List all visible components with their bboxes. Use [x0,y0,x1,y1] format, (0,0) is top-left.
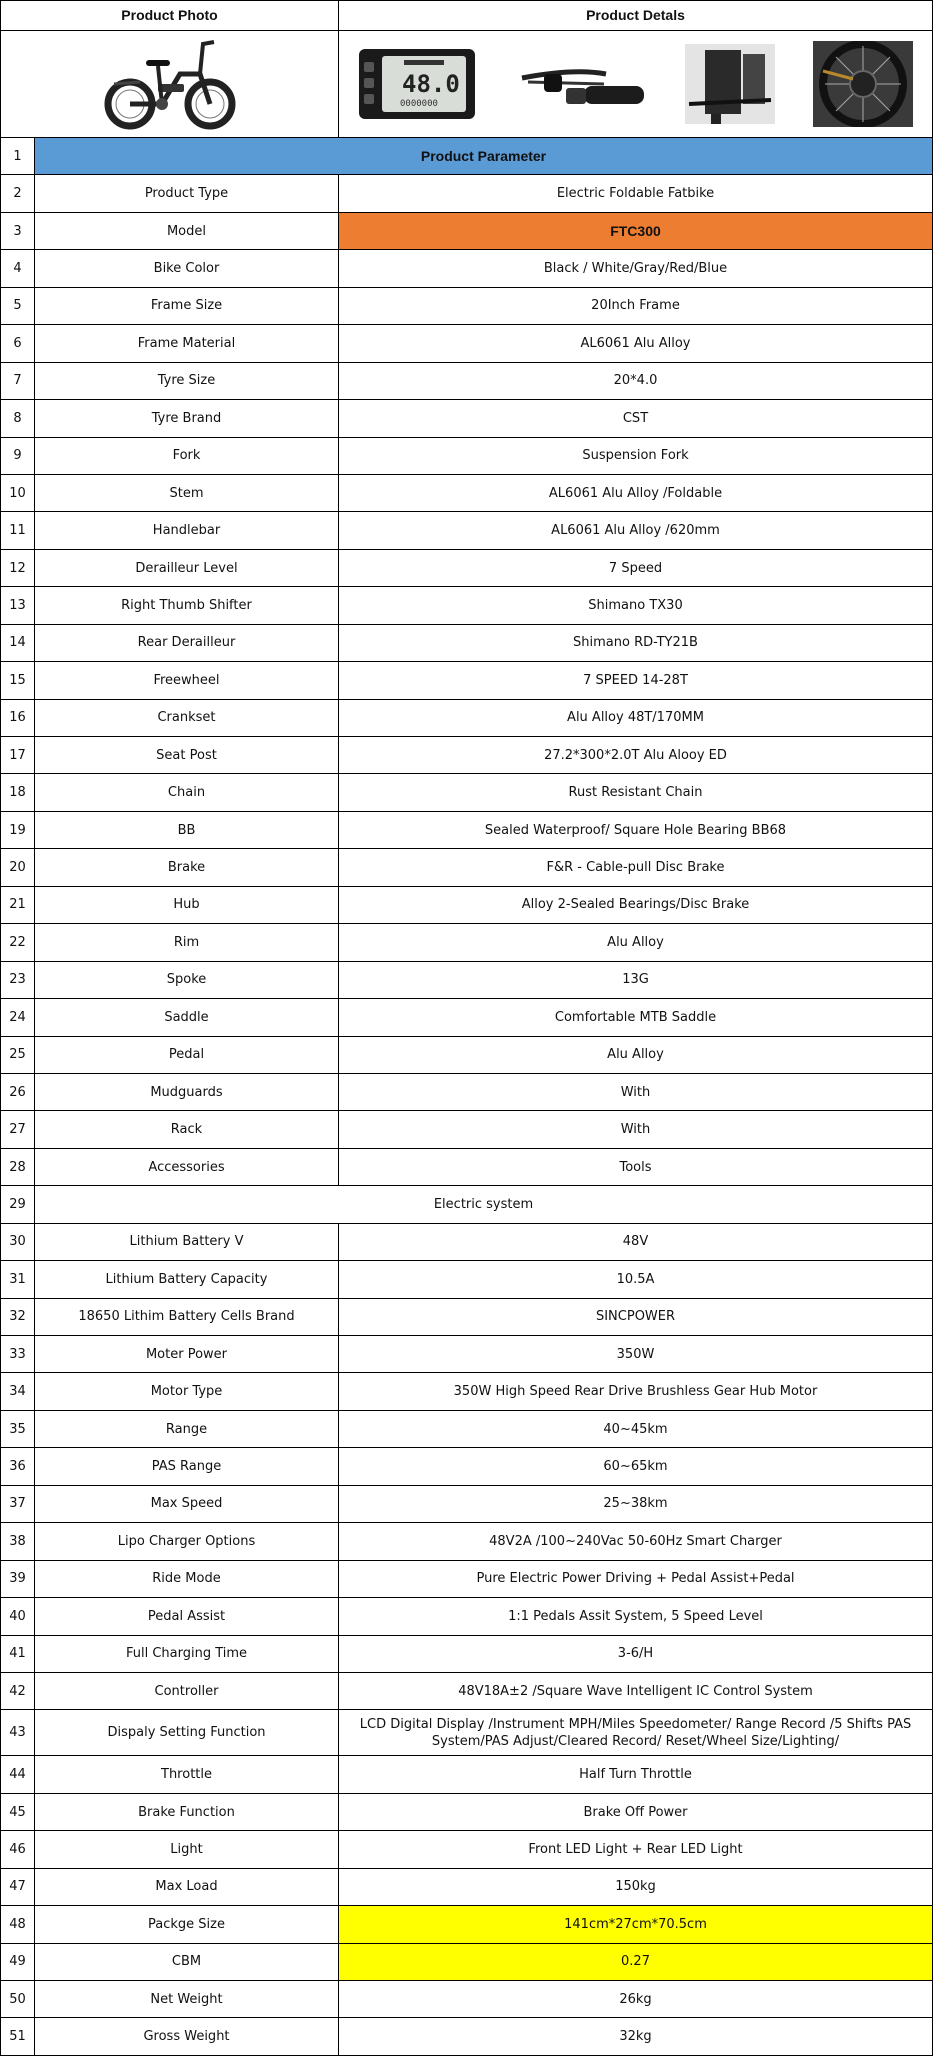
row-number: 40 [1,1598,35,1635]
parameter-name: Frame Material [35,325,339,362]
parameter-name: Freewheel [35,662,339,699]
section-row-electric [1,1186,933,1223]
parameter-value: Shimano TX30 [339,587,933,624]
parameter-name: Rack [35,1111,339,1148]
parameter-name: Motor Type [35,1373,339,1410]
row-number: 32 [1,1298,35,1335]
row-number: 47 [1,1868,35,1905]
parameter-value: 27.2*300*2.0T Alu Alooy ED [339,737,933,774]
row-number: 36 [1,1448,35,1485]
row-number: 2 [1,175,35,212]
parameter-value: Black / White/Gray/Red/Blue [339,250,933,287]
parameter-value: 32kg [339,2018,933,2055]
row-number: 37 [1,1485,35,1522]
spec-row [1,1485,933,1522]
spec-row [1,362,933,399]
parameter-value: AL6061 Alu Alloy /Foldable [339,474,933,511]
parameter-value: Half Turn Throttle [339,1756,933,1793]
parameter-value: 13G [339,961,933,998]
parameter-value: Sealed Waterproof/ Square Hole Bearing BB68 [339,811,933,848]
row-number: 16 [1,699,35,736]
parameter-value: 141cm*27cm*70.5cm [339,1906,933,1943]
hub-motor-image [813,41,913,127]
parameter-name: Throttle [35,1756,339,1793]
parameter-name: Frame Size [35,287,339,324]
parameter-name: Fork [35,437,339,474]
row-number: 28 [1,1148,35,1185]
row-number: 35 [1,1410,35,1447]
detail-photos-cell [339,31,933,138]
spec-row [1,1906,933,1943]
spec-row [1,1831,933,1868]
spec-row [1,886,933,923]
row-number: 33 [1,1336,35,1373]
spec-row [1,549,933,586]
row-number: 4 [1,250,35,287]
parameter-name: Product Type [35,175,339,212]
parameter-value: 25~38km [339,1485,933,1522]
bike-photo-cell [1,31,339,138]
parameter-name: CBM [35,1943,339,1980]
parameter-value: Alu Alloy [339,1036,933,1073]
parameter-value: CST [339,400,933,437]
parameter-value: Rust Resistant Chain [339,774,933,811]
parameter-value: Front LED Light + Rear LED Light [339,1831,933,1868]
spec-row [1,662,933,699]
row-number: 8 [1,400,35,437]
parameter-value: 48V [339,1223,933,1260]
parameter-value: F&R - Cable-pull Disc Brake [339,849,933,886]
parameter-name: Crankset [35,699,339,736]
spec-row [1,2018,933,2055]
row-number: 26 [1,1073,35,1110]
parameter-name: Seat Post [35,737,339,774]
row-number: 1 [1,138,35,175]
parameter-value: With [339,1073,933,1110]
parameter-name: PAS Range [35,1448,339,1485]
electric-system-heading: Electric system [35,1186,933,1223]
parameter-value: 48V18A±2 /Square Wave Intelligent IC Control System [339,1672,933,1709]
parameter-value: Suspension Fork [339,437,933,474]
photo-row [1,31,933,138]
row-number: 11 [1,512,35,549]
parameter-value: 150kg [339,1868,933,1905]
spec-row [1,1560,933,1597]
header-row [1,1,933,31]
spec-row [1,1793,933,1830]
parameter-value: 60~65km [339,1448,933,1485]
parameter-name: Packge Size [35,1906,339,1943]
spec-row [1,811,933,848]
row-number: 20 [1,849,35,886]
spec-row [1,1943,933,1980]
parameter-value: Tools [339,1148,933,1185]
row-number: 27 [1,1111,35,1148]
parameter-name: Controller [35,1672,339,1709]
spec-row [1,1868,933,1905]
parameter-name: Dispaly Setting Function [35,1710,339,1756]
parameter-value: AL6061 Alu Alloy /620mm [339,512,933,549]
spec-row [1,1523,933,1560]
spec-row [1,624,933,661]
spec-row [1,1111,933,1148]
product-photo-heading: Product Photo [1,1,339,31]
spec-row [1,474,933,511]
spec-row [1,1710,933,1756]
parameter-name: Rear Derailleur [35,624,339,661]
row-number: 46 [1,1831,35,1868]
parameter-name: Brake [35,849,339,886]
parameter-name: Chain [35,774,339,811]
parameter-name: Spoke [35,961,339,998]
spec-row [1,1073,933,1110]
parameter-name: Gross Weight [35,2018,339,2055]
parameter-name: Ride Mode [35,1560,339,1597]
row-number: 29 [1,1186,35,1223]
parameter-name: Tyre Brand [35,400,339,437]
row-number: 22 [1,924,35,961]
parameter-name: Light [35,1831,339,1868]
spec-row [1,250,933,287]
parameter-name: Full Charging Time [35,1635,339,1672]
lcd-subreading: 0000000 [399,99,438,109]
spec-row [1,961,933,998]
row-number: 10 [1,474,35,511]
brake-lever-image [514,48,648,120]
row-number: 18 [1,774,35,811]
parameter-name: Hub [35,886,339,923]
parameter-value: Brake Off Power [339,1793,933,1830]
row-number: 19 [1,811,35,848]
spec-row [1,437,933,474]
parameter-name: Right Thumb Shifter [35,587,339,624]
row-number: 25 [1,1036,35,1073]
row-number: 23 [1,961,35,998]
parameter-name: Net Weight [35,1981,339,2018]
parameter-name: Max Speed [35,1485,339,1522]
spec-row [1,1410,933,1447]
parameter-name: Accessories [35,1148,339,1185]
parameter-name: BB [35,811,339,848]
spec-row [1,1261,933,1298]
row-number: 30 [1,1223,35,1260]
parameter-name: Pedal [35,1036,339,1073]
row-number: 51 [1,2018,35,2055]
parameter-name: Lithium Battery Capacity [35,1261,339,1298]
parameter-value: SINCPOWER [339,1298,933,1335]
parameter-name: Derailleur Level [35,549,339,586]
parameter-value: 350W High Speed Rear Drive Brushless Gear Hub Motor [339,1373,933,1410]
spec-row [1,400,933,437]
parameter-value: 0.27 [339,1943,933,1980]
folding-fatbike-image [100,32,240,132]
parameter-value: LCD Digital Display /Instrument MPH/Miles Speedometer/ Range Record /5 Shifts PAS System/PAS Adjust/Cleared Record/ Reset/Wheel Size/Lighting/ [339,1710,933,1756]
row-number: 41 [1,1635,35,1672]
spec-row [1,924,933,961]
product-details-heading: Product Detals [339,1,933,31]
parameter-name: Bike Color [35,250,339,287]
parameter-name: Rim [35,924,339,961]
row-number: 24 [1,999,35,1036]
spec-row [1,1298,933,1335]
parameter-value: 350W [339,1336,933,1373]
parameter-value: 3-6/H [339,1635,933,1672]
parameter-name: Pedal Assist [35,1598,339,1635]
spec-row [1,699,933,736]
spec-row [1,1036,933,1073]
parameter-value: With [339,1111,933,1148]
parameter-name: Model [35,212,339,249]
parameter-name: Saddle [35,999,339,1036]
spec-row [1,1672,933,1709]
row-number: 31 [1,1261,35,1298]
spec-row [1,212,933,249]
row-number: 14 [1,624,35,661]
spec-row [1,587,933,624]
parameter-value: Electric Foldable Fatbike [339,175,933,212]
row-number: 3 [1,212,35,249]
parameter-value: Alu Alloy [339,924,933,961]
spec-row [1,999,933,1036]
parameter-name: Range [35,1410,339,1447]
parameter-name: Handlebar [35,512,339,549]
spec-row [1,849,933,886]
parameter-name: Moter Power [35,1336,339,1373]
row-number: 49 [1,1943,35,1980]
spec-row [1,1148,933,1185]
parameter-name: Lipo Charger Options [35,1523,339,1560]
parameter-value: 20Inch Frame [339,287,933,324]
row-number: 5 [1,287,35,324]
parameter-value: Comfortable MTB Saddle [339,999,933,1036]
spec-row [1,1373,933,1410]
spec-row [1,1223,933,1260]
parameter-value: 7 Speed [339,549,933,586]
row-number: 45 [1,1793,35,1830]
spec-row [1,737,933,774]
row-number: 7 [1,362,35,399]
lcd-reading: 48.0 [401,70,460,98]
row-number: 42 [1,1672,35,1709]
parameter-name: Brake Function [35,1793,339,1830]
parameter-name: 18650 Lithim Battery Cells Brand [35,1298,339,1335]
spec-row [1,287,933,324]
row-number: 34 [1,1373,35,1410]
row-number: 43 [1,1710,35,1756]
parameter-name: Stem [35,474,339,511]
parameter-value: Alu Alloy 48T/170MM [339,699,933,736]
parameter-value: 7 SPEED 14-28T [339,662,933,699]
parameter-name: Max Load [35,1868,339,1905]
spec-row [1,774,933,811]
parameter-value: FTC300 [339,212,933,249]
row-number: 50 [1,1981,35,2018]
parameter-value: 10.5A [339,1261,933,1298]
row-number: 44 [1,1756,35,1793]
lcd-display-image [358,48,476,120]
spec-row [1,175,933,212]
spec-row [1,1448,933,1485]
parameter-name: Mudguards [35,1073,339,1110]
spec-row [1,1756,933,1793]
row-number: 38 [1,1523,35,1560]
row-number: 13 [1,587,35,624]
spec-row [1,1598,933,1635]
spec-row [1,512,933,549]
row-number: 48 [1,1906,35,1943]
row-number: 6 [1,325,35,362]
parameter-value: 26kg [339,1981,933,2018]
parameter-value: 40~45km [339,1410,933,1447]
row-number: 21 [1,886,35,923]
parameter-value: Shimano RD-TY21B [339,624,933,661]
spec-row [1,1635,933,1672]
parameter-value: 20*4.0 [339,362,933,399]
parameter-value: Pure Electric Power Driving + Pedal Assist+Pedal [339,1560,933,1597]
spec-row [1,1981,933,2018]
row-number: 39 [1,1560,35,1597]
spec-row [1,1336,933,1373]
spec-row [1,325,933,362]
row-number: 9 [1,437,35,474]
section-row-parameter [1,138,933,175]
parameter-value: 1:1 Pedals Assit System, 5 Speed Level [339,1598,933,1635]
product-parameter-heading: Product Parameter [35,138,933,175]
parameter-name: Tyre Size [35,362,339,399]
saddle-rack-image [685,44,775,124]
row-number: 12 [1,549,35,586]
row-number: 17 [1,737,35,774]
parameter-name: Lithium Battery V [35,1223,339,1260]
parameter-value: 48V2A /100~240Vac 50-60Hz Smart Charger [339,1523,933,1560]
row-number: 15 [1,662,35,699]
parameter-value: AL6061 Alu Alloy [339,325,933,362]
parameter-value: Alloy 2-Sealed Bearings/Disc Brake [339,886,933,923]
